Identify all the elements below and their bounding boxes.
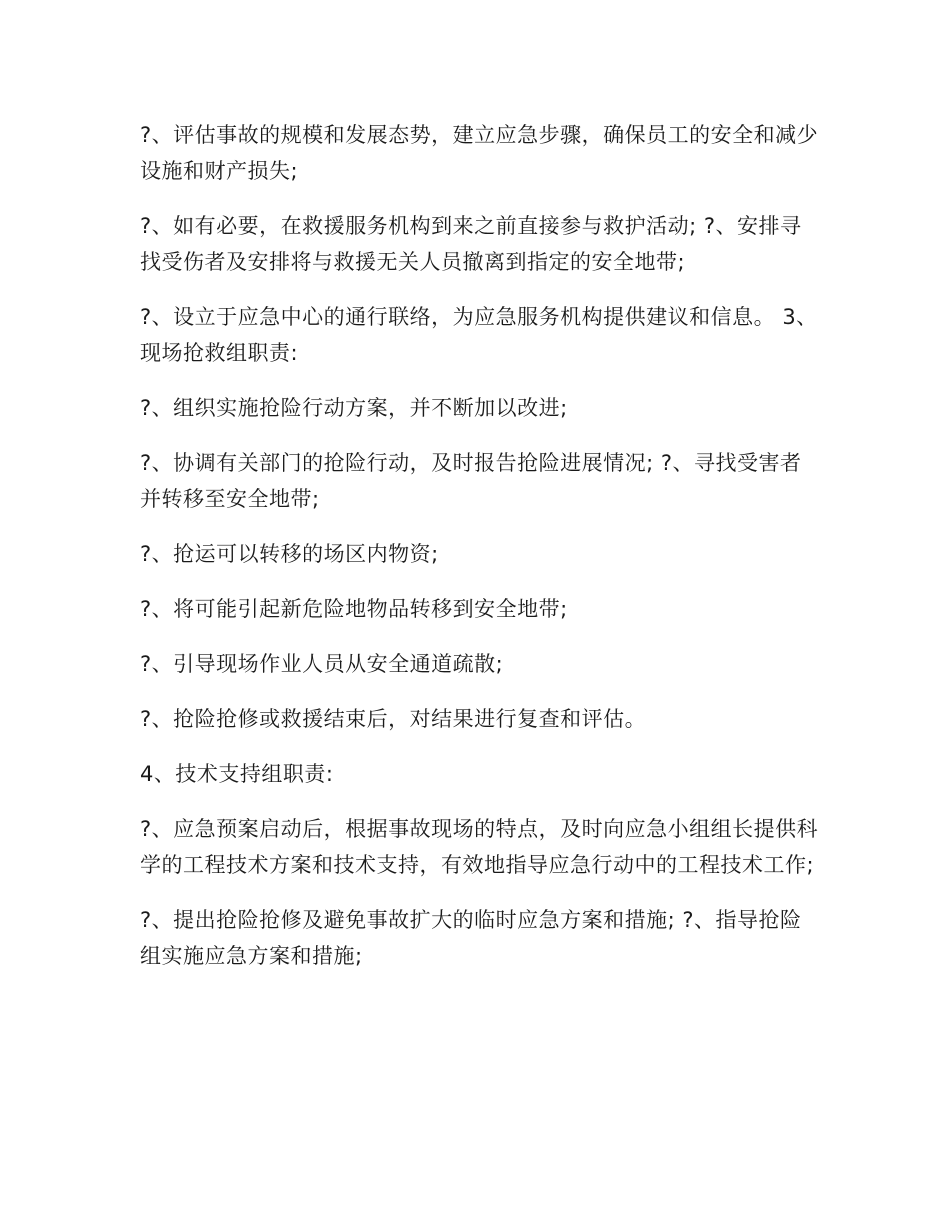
paragraph-move-hazards: ?、将可能引起新危险地物品转移到安全地带; bbox=[140, 597, 568, 621]
document-body bbox=[140, 117, 820, 993]
paragraph-guide-evacuation: ?、引导现场作业人员从安全通道疏散; bbox=[140, 652, 504, 676]
paragraph-assess-accident: ?、评估事故的规模和发展态势，建立应急步骤，确保员工的安全和减少设施和财产损失; bbox=[140, 123, 819, 183]
paragraph-rescue-participation: ?、如有必要，在救援服务机构到来之前直接参与救护活动; ?、安排寻找受伤者及安排将与救援无关人员撤离到指定的安全地带; bbox=[140, 214, 802, 274]
paragraph-tech-solutions: ?、应急预案启动后，根据事故现场的特点，及时向应急小组组长提供科学的工程技术方案和技术支持，有效地指导应急行动中的工程技术工作; bbox=[140, 817, 819, 877]
paragraph-organize-plan: ?、组织实施抢险行动方案，并不断加以改进; bbox=[140, 396, 568, 420]
paragraph-review-results: ?、抢险抢修或救援结束后，对结果进行复查和评估。 bbox=[140, 707, 647, 731]
paragraph-transport-materials: ?、抢运可以转移的场区内物资; bbox=[140, 542, 439, 566]
section-heading-tech-support: 4、技术支持组职责: bbox=[140, 762, 334, 786]
paragraph-communication-liaison: ?、设立于应急中心的通行联络，为应急服务机构提供建议和信息。 3、现场抢救组职责: bbox=[140, 305, 818, 365]
paragraph-temporary-measures: ?、提出抢险抢修及避免事故扩大的临时应急方案和措施; ?、指导抢险组实施应急方案和措施; bbox=[140, 908, 802, 968]
paragraph-coordinate-departments: ?、协调有关部门的抢险行动，及时报告抢险进展情况; ?、寻找受害者并转移至安全地带; bbox=[140, 451, 802, 511]
